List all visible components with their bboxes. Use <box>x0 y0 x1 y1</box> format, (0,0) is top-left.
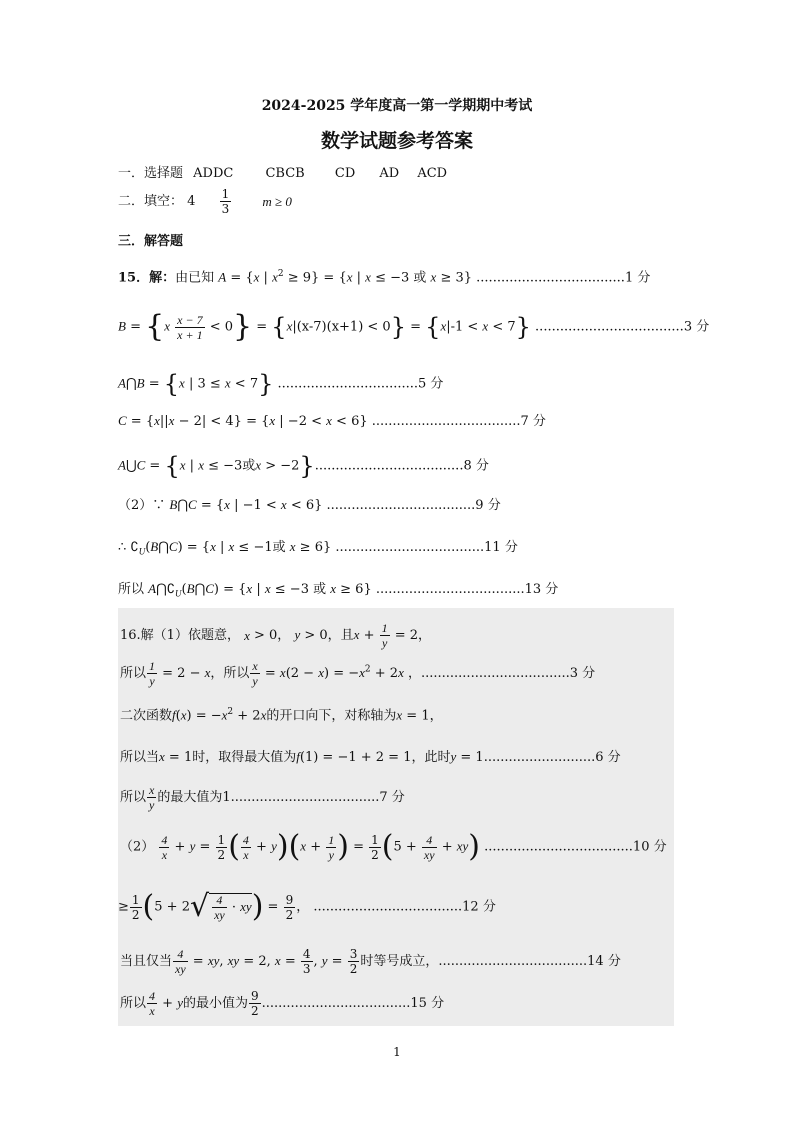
q15-line-3: A⋂B = {x | 3 ≤ x < 7} ..................................5 分 <box>118 370 444 398</box>
blank-answer-2: $\frac{1}{3}$ <box>221 187 230 216</box>
blank-answer-1: 4 <box>187 194 196 209</box>
q16-label: 16.解（1）依题意， <box>120 628 240 643</box>
answer-group: AD <box>379 166 400 181</box>
q16-line-4: 所以当x = 1时，取得最大值为f(1) = −1 + 2 = 1，此时y = 1...........................6 分 <box>120 749 621 765</box>
q16-line-6: （2） $\frac{4}{x}$ + y = $\frac{1}{2}$ ( $\frac{4}{x}$ + y)(x + $\frac{1}{y}$ ) = $\frac{1}{2}$ (5 + $\frac{4}{xy}$ + xy) ....................................10 分 <box>120 829 667 864</box>
fill-blank-row <box>118 188 292 215</box>
q16-line-3: 二次函数$f(x) = -x^2 + 2x$的开口向下，对称轴为x = 1， <box>120 707 443 724</box>
q16-line-2: 所以 $\frac{1}{y}$ = 2 − x，所以 $\frac{x}{y}$ = $x(2 - x) = -x^2 + 2x$ ，....................................3 分 <box>120 659 596 688</box>
page-number: 1 <box>393 1045 401 1059</box>
q16-line-1: 16.解（1）依题意， x > 0， y > 0，且x + $\frac{1}{y}$ = 2， <box>120 621 432 650</box>
q15-line-8: 所以 $A⋂∁_U(B⋂C) = \{x$ | x ≤ −3 或 x ≥ 6} ....................................13 分 <box>118 581 559 599</box>
q15-line-2: B = {x $\frac{x - 7}{x + 1}$ < 0} = {x|(x-7)(x+1) < 0} = {x|-1 < x < 7} ....................................3 分 <box>118 309 710 344</box>
blank-answer-3: m ≥ 0 <box>262 194 292 209</box>
q16-line-7: ≥ $\frac{1}{2}$ (5 + 2√ $\frac{4}{xy}$ · xy) = $\frac{9}{2}$ ， ....................................12 分 <box>118 889 496 924</box>
q15-line-1: 15．解：由已知 A = {x | $x^2 \ge 9\} = \{x$ | x ≤ −3 或 x ≥ 3} ....................................1 分 <box>118 269 651 286</box>
section1-label: 一．选择题 <box>118 166 184 181</box>
q15-label: 15．解： <box>118 270 176 286</box>
answer-group: ADDC <box>193 166 234 181</box>
answer-group: CD <box>334 166 356 181</box>
answer-key-title: 数学试题参考答案 <box>320 130 473 152</box>
choice-answers-row <box>118 167 447 180</box>
answer-group: ACD <box>417 166 448 181</box>
section2-label: 二．填空： <box>118 194 184 209</box>
q15-line-4: C = {x||x − 2| < 4} = {x | −2 < x < 6} ....................................7 分 <box>118 413 546 429</box>
section3-label: 三．解答题 <box>118 234 184 249</box>
q16-line-5: 所以 $\frac{x}{y}$ 的最大值为1....................................7 分 <box>120 783 405 812</box>
exam-title: 2024-2025 学年度高一第一学期期中考试 <box>261 98 533 114</box>
q15-line-7: ∴ $∁_U(B⋂C) = \{x$ | x ≤ −1或 x ≥ 6} ....................................11 分 <box>118 539 518 557</box>
q15-line-5: A⋃C = {x | x ≤ −3或x > −2}....................................8 分 <box>118 452 489 480</box>
answer-group: CBCB <box>265 166 305 181</box>
q16-line-8: 当且仅当 $\frac{4}{xy}$ = xy, xy = 2, x = $\frac{4}{3}$ , y = $\frac{3}{2}$ 时等号成立，....................................14 分 <box>120 947 621 976</box>
q15-line-6: （2）∵ B⋂C = {x | −1 < x < 6} ....................................9 分 <box>118 497 501 513</box>
q16-line-9: 所以 $\frac{4}{x}$ + y的最小值为 $\frac{9}{2}$ ....................................15 分 <box>120 989 445 1018</box>
